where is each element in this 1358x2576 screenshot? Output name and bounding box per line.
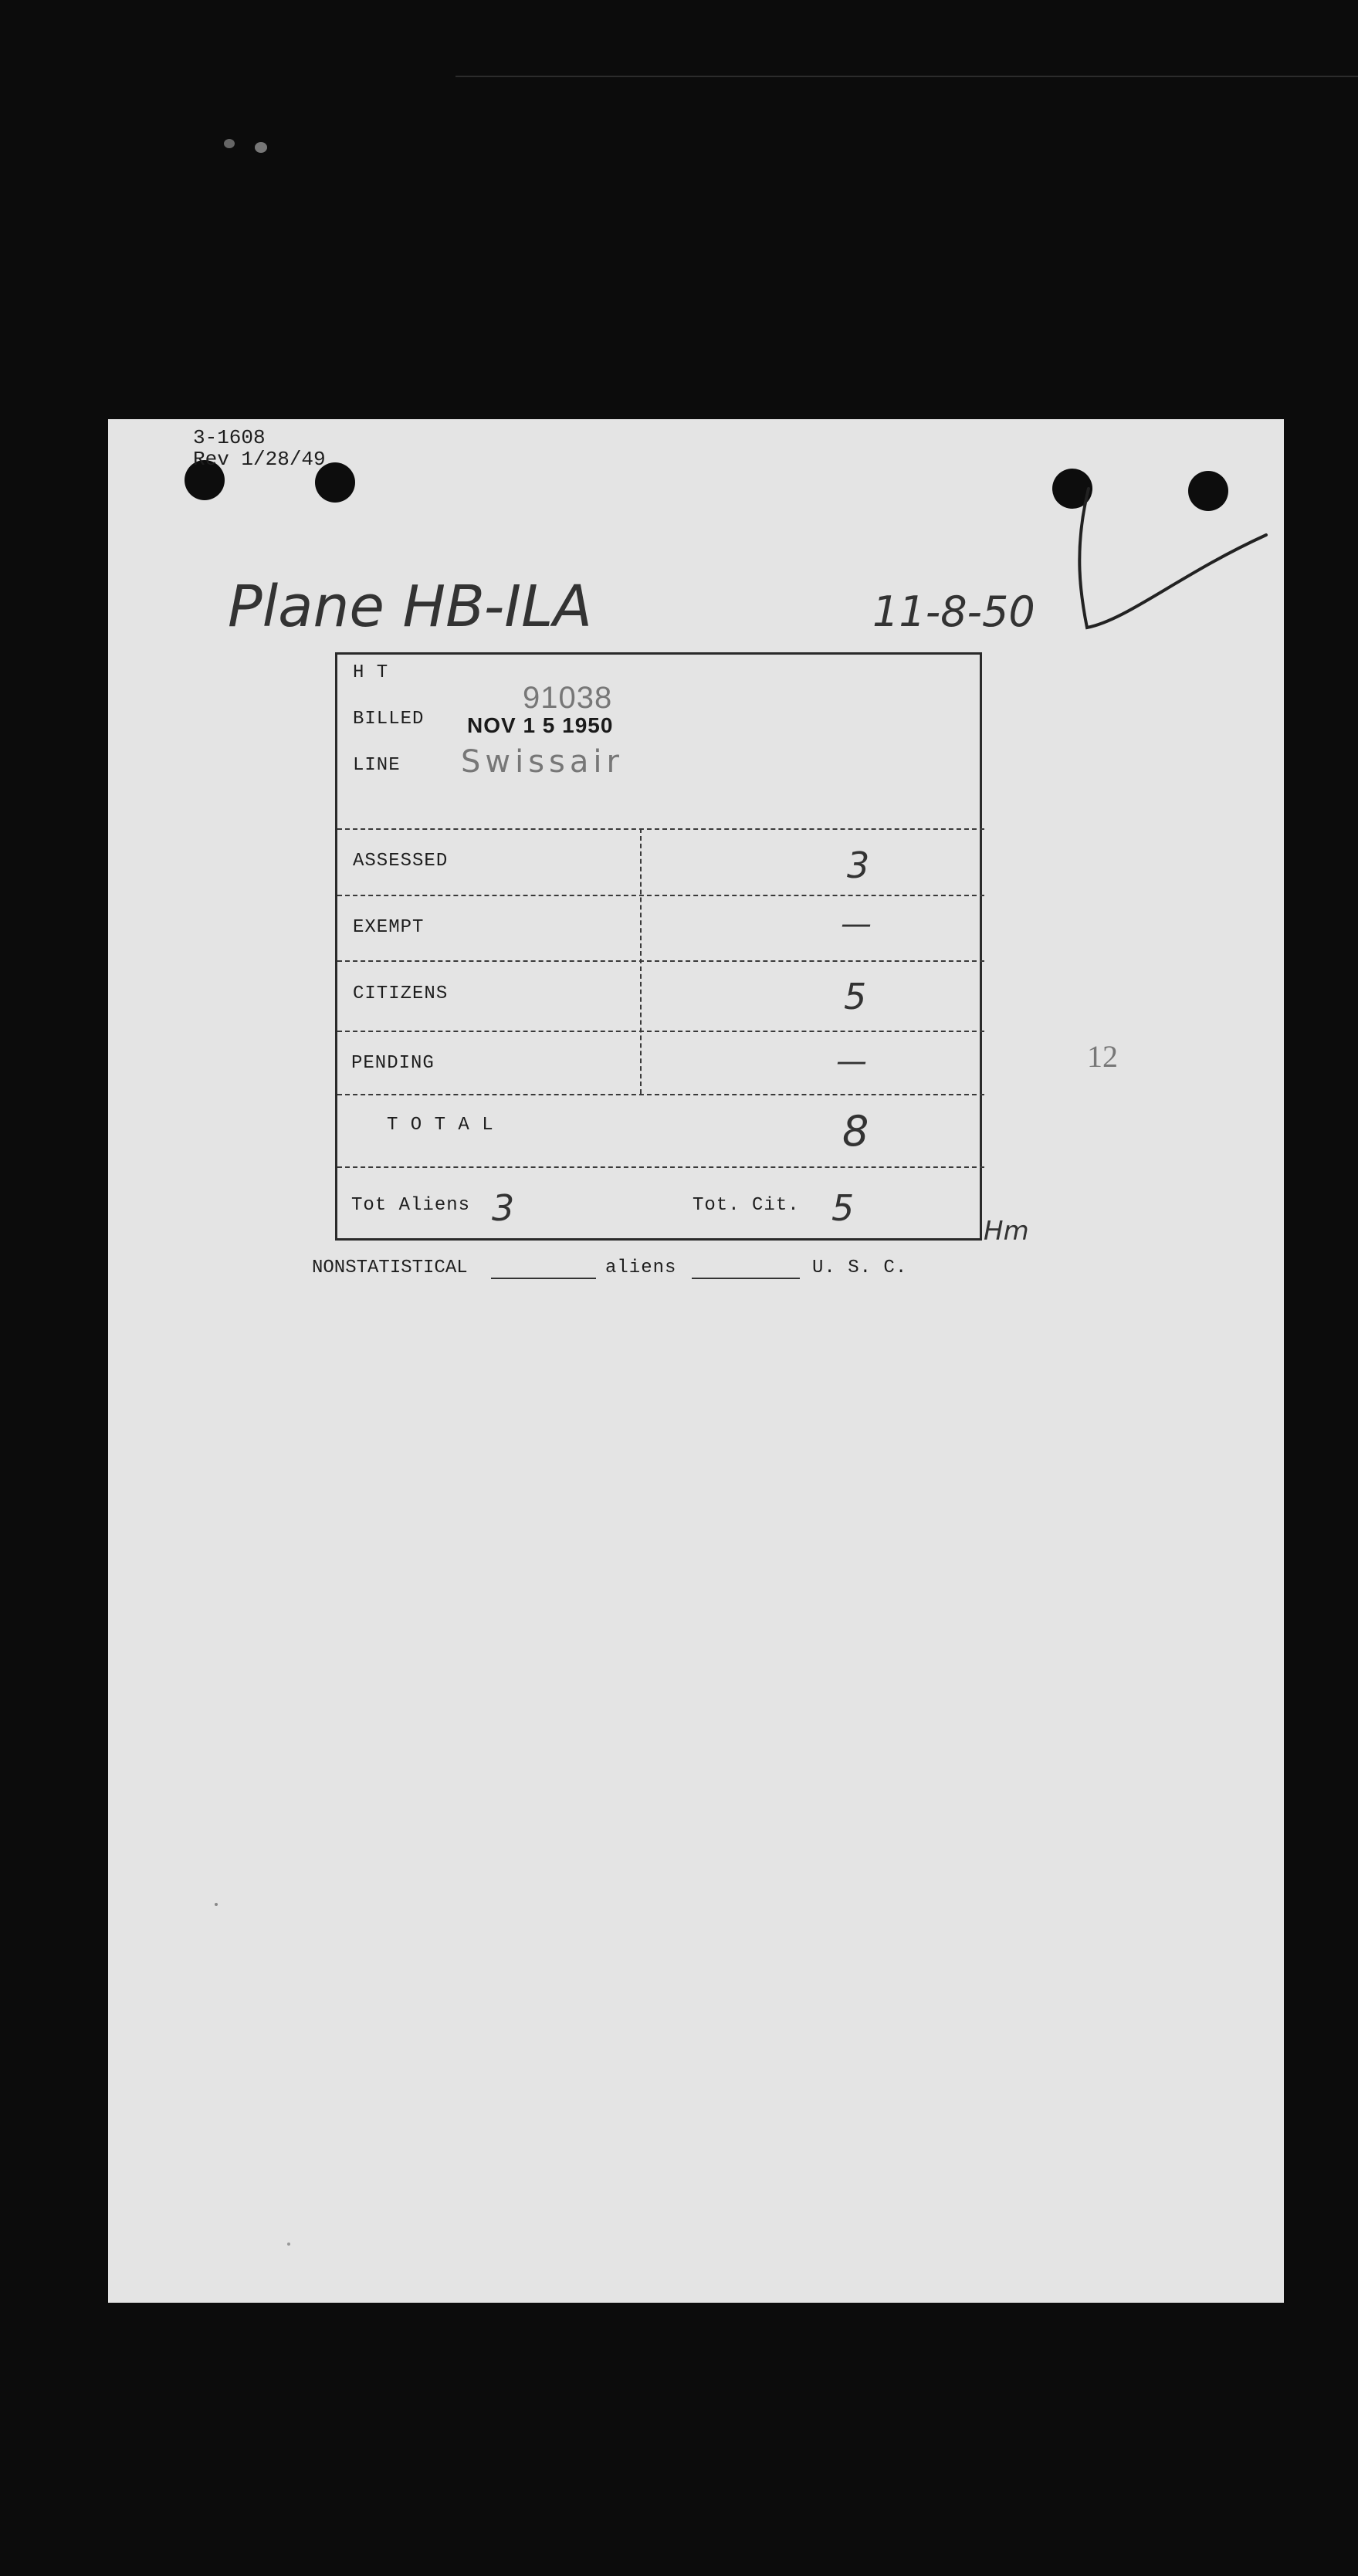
tot-aliens-label: Tot Aliens (351, 1195, 471, 1216)
divider (337, 1031, 984, 1034)
row-value-pending: — (836, 1044, 867, 1079)
handwritten-date: 11-8-50 (872, 587, 1035, 636)
row-label-exempt: EXEMPT (353, 917, 425, 938)
divider (337, 960, 984, 963)
tot-cit-value: 5 (831, 1187, 855, 1229)
column-divider (640, 828, 643, 1094)
billed-label: BILLED (353, 709, 425, 729)
initials: Hm (984, 1216, 1029, 1247)
line-label: LINE (353, 755, 401, 776)
divider (337, 828, 984, 831)
nonstat-label: NONSTATISTICAL (312, 1258, 468, 1278)
divider (337, 895, 984, 898)
divider (337, 1094, 984, 1097)
document-page (108, 419, 1284, 2303)
tot-cit-label: Tot. Cit. (693, 1195, 800, 1216)
row-value-assessed: 3 (847, 845, 870, 886)
paper-speck (215, 1903, 218, 1906)
form-revision: Rev 1/28/49 (193, 448, 326, 471)
row-value-exempt: — (841, 906, 872, 942)
check-mark-icon (1065, 481, 1297, 651)
aliens-label: aliens (605, 1258, 677, 1278)
row-value-citizens: 5 (844, 976, 867, 1017)
scan-speck (224, 139, 235, 148)
scan-speck (255, 142, 267, 153)
paper-speck (287, 2243, 290, 2246)
tot-aliens-value: 3 (492, 1187, 515, 1229)
usc-label: U. S. C. (812, 1258, 908, 1278)
scan-edge-line (455, 76, 1358, 77)
billed-date-stamp: NOV 1 5 1950 (467, 713, 614, 737)
total-label: T O T A L (387, 1115, 494, 1136)
margin-number: 12 (1087, 1039, 1118, 1074)
row-label-pending: PENDING (351, 1053, 435, 1074)
row-label-assessed: ASSESSED (353, 851, 449, 872)
aliens-blank (692, 1278, 800, 1279)
row-label-citizens: CITIZENS (353, 983, 449, 1004)
total-value: 8 (842, 1107, 869, 1156)
plane-label: Plane HB-ILA (228, 574, 592, 640)
line-value-stamp: Swissair (461, 744, 624, 780)
ht-label: H T (353, 662, 389, 683)
divider (337, 1166, 984, 1170)
form-box (335, 652, 982, 1241)
stamp-number: 91038 (523, 681, 613, 715)
form-code: 3-1608 (193, 426, 266, 449)
nonstat-blank (491, 1278, 596, 1279)
